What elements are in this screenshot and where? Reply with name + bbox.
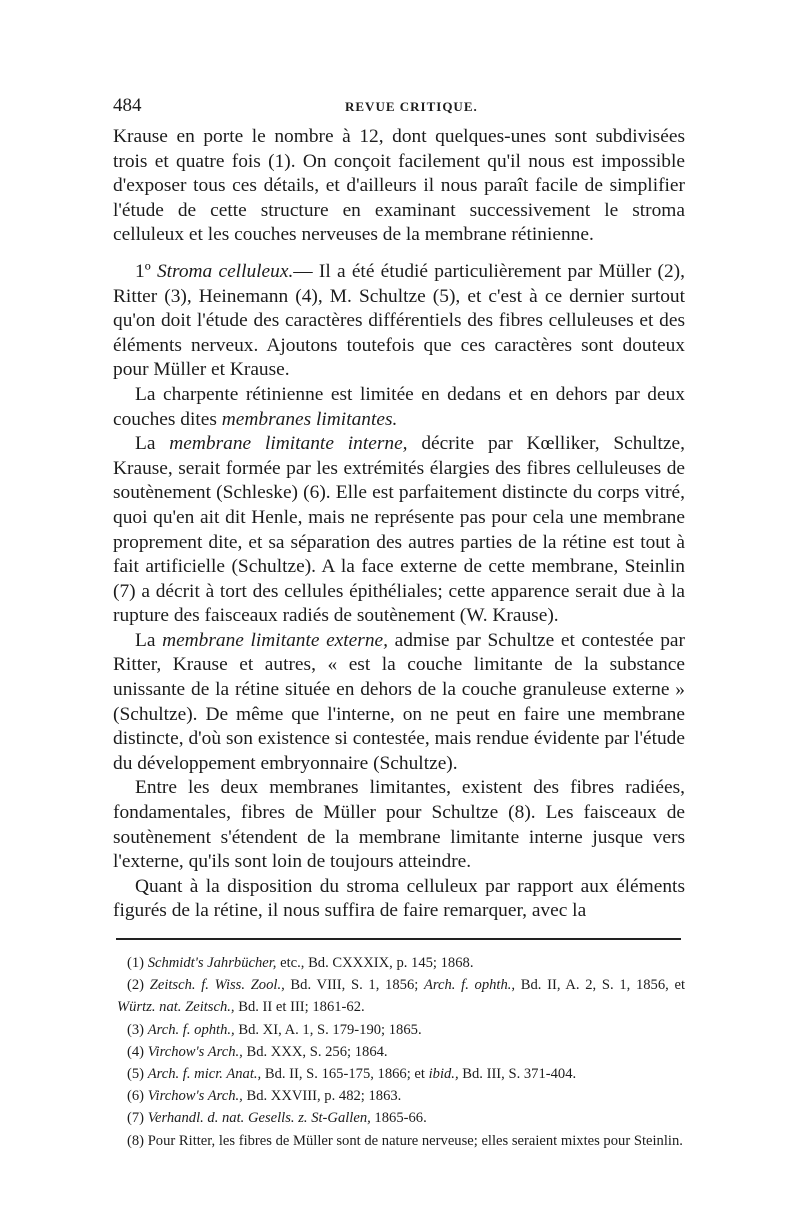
footnote-number: (3) — [127, 1021, 145, 1038]
footnote-number: (8) — [127, 1132, 145, 1149]
paragraph-text: Quant à la disposition du stroma celluleux par rapport aux éléments figurés de la rétine, il nous suffira de faire remarquer, avec la — [113, 875, 685, 922]
footnote-source: Arch. f. ophth., — [423, 977, 516, 994]
footnote-text: Bd. II et III; 1861-62. — [234, 999, 365, 1016]
footnote — [117, 1041, 685, 1063]
footnote-text: Pour Ritter, les fibres de Müller sont de nature nerveuse; elles seraient mixtes pour Steinlin. — [147, 1132, 683, 1149]
footnote — [117, 1019, 685, 1041]
footnote-number: (6) — [127, 1088, 145, 1105]
footnotes — [113, 952, 685, 1152]
footnote-source: Arch. f. ophth., — [147, 1021, 235, 1038]
footnote-source: Virchow's Arch., — [147, 1088, 243, 1105]
footnote-text: 1865-66. — [370, 1110, 427, 1127]
footnote — [117, 1130, 685, 1152]
footnote — [117, 1063, 685, 1085]
footnote-rule — [116, 938, 681, 940]
footnote-source: ibid., — [428, 1066, 459, 1083]
footnote-text: Bd. XXVIII, p. 482; 1863. — [242, 1088, 402, 1105]
italic-term: membranes limitantes. — [221, 408, 398, 430]
paragraph-text: Entre les deux membranes limitantes, existent des fibres radiées, fondamentales, fibres de Müller pour Schultze (8). Les faisceaux de soutènement s'étendent de la membrane limitante interne jusque vers l'externe, qu'ils sont loin de toujours atteindre. — [113, 777, 685, 873]
paragraph-lead: 1º — [135, 260, 157, 282]
footnote — [117, 952, 685, 974]
paragraph — [113, 432, 685, 629]
page-number: 484 — [113, 95, 142, 116]
footnote-number: (5) — [127, 1066, 145, 1083]
footnote-number: (1) — [127, 955, 145, 971]
footnote-text: Bd. II, A. 2, S. 1, 1856, et — [515, 977, 685, 994]
footnote — [117, 974, 685, 1018]
paragraph-text: La charpente rétinienne est limitée en dedans et en dehors par deux couches dites — [113, 383, 685, 430]
paragraph-text: — Il a été étudié particulièrement par Müller (2), Ritter (3), Heinemann (4), M. Schultze (5), et c'est à ce dernier surtout qu'on doit l'étude des caractères différentiels des fibres celluleuses et des éléments nerveux. Ajoutons toutefois que ces caractères sont douteux pour Müller et Krause. — [113, 260, 685, 381]
paragraph — [113, 776, 685, 874]
footnote-number: (4) — [127, 1043, 145, 1060]
paragraph-lead: La — [135, 629, 163, 651]
footnote-source: Verhandl. d. nat. Gesells. z. St-Gallen, — [147, 1110, 371, 1127]
section-title: Stroma celluleux. — [156, 260, 294, 282]
running-head: REVUE CRITIQUE. — [345, 99, 478, 114]
book-page — [113, 95, 685, 1152]
footnote — [117, 1085, 685, 1107]
footnote-text: Bd. II, S. 165-175, 1866; et — [261, 1066, 429, 1083]
footnote-number: (2) — [127, 977, 145, 994]
footnote-text: Bd. III, S. 371-404. — [458, 1066, 577, 1083]
footnote-source: Arch. f. micr. Anat., — [147, 1066, 262, 1083]
main-text — [113, 125, 685, 924]
paragraph-text: décrite par Kœlliker, Schultze, Krause, serait formée par les extrémités élargies des fibres celluleuses de soutènement (Schleske) (6). Elle est parfaitement distincte du corps vitré, quoi qu'en ait dit Henle, mais ne représente pas pour cela une membrane proprement dite, et sa séparation des autres parties de la rétine est tout à fait artificielle (Schultze). A la face externe de cette membrane, Steinlin (7) a décrit à tort des cellules épithéliales; cette apparence serait due à la rupture des faisceaux radiés de soutènement (W. Krause). — [113, 433, 685, 627]
footnote-text: Bd. VIII, S. 1, 1856; — [284, 977, 424, 994]
paragraph — [113, 260, 685, 383]
paragraph-text: admise par Schultze et contestée par Ritter, Krause et autres, « est la couche limitante de la substance unissante de la rétine située en dehors de la couche granuleuse externe » (Schultze). De même que l'interne, on ne peut en faire une membrane distincte, d'où son existence si contestée, mais rendue évidente par l'étude du développement embryonnaire (Schultze). — [113, 629, 685, 774]
footnote-text: Bd. XXX, S. 256; 1864. — [242, 1043, 388, 1060]
paragraph — [113, 629, 685, 777]
paragraph — [113, 875, 685, 924]
footnote-source: Zeitsch. f. Wiss. Zool., — [149, 977, 285, 994]
footnote-text: etc., Bd. CXXXIX, p. 145; 1868. — [276, 955, 474, 971]
italic-term: membrane limitante interne, — [169, 433, 408, 455]
footnote-source: Würtz. nat. Zeitsch., — [117, 999, 235, 1016]
paragraph — [113, 125, 685, 248]
paragraph-lead: La — [135, 433, 170, 455]
footnote-source: Schmidt's Jahrbücher, — [147, 955, 277, 971]
footnote-source: Virchow's Arch., — [147, 1043, 243, 1060]
paragraph — [113, 383, 685, 432]
italic-term: membrane limitante externe, — [162, 629, 388, 651]
page-header — [113, 95, 685, 125]
footnote — [117, 1107, 685, 1129]
footnote-text: Bd. XI, A. 1, S. 179-190; 1865. — [234, 1021, 422, 1038]
footnote-number: (7) — [127, 1110, 145, 1127]
paragraph-text: Krause en porte le nombre à 12, dont quelques-unes sont subdivisées trois et quatre fois (1). On conçoit facilement qu'il nous est impossible d'exposer tous ces détails, et d'ailleurs il nous paraît facile de simplifier l'étude de cette structure en examinant successivement le stroma celluleux et les couches nerveuses de la membrane rétinienne. — [113, 126, 685, 246]
